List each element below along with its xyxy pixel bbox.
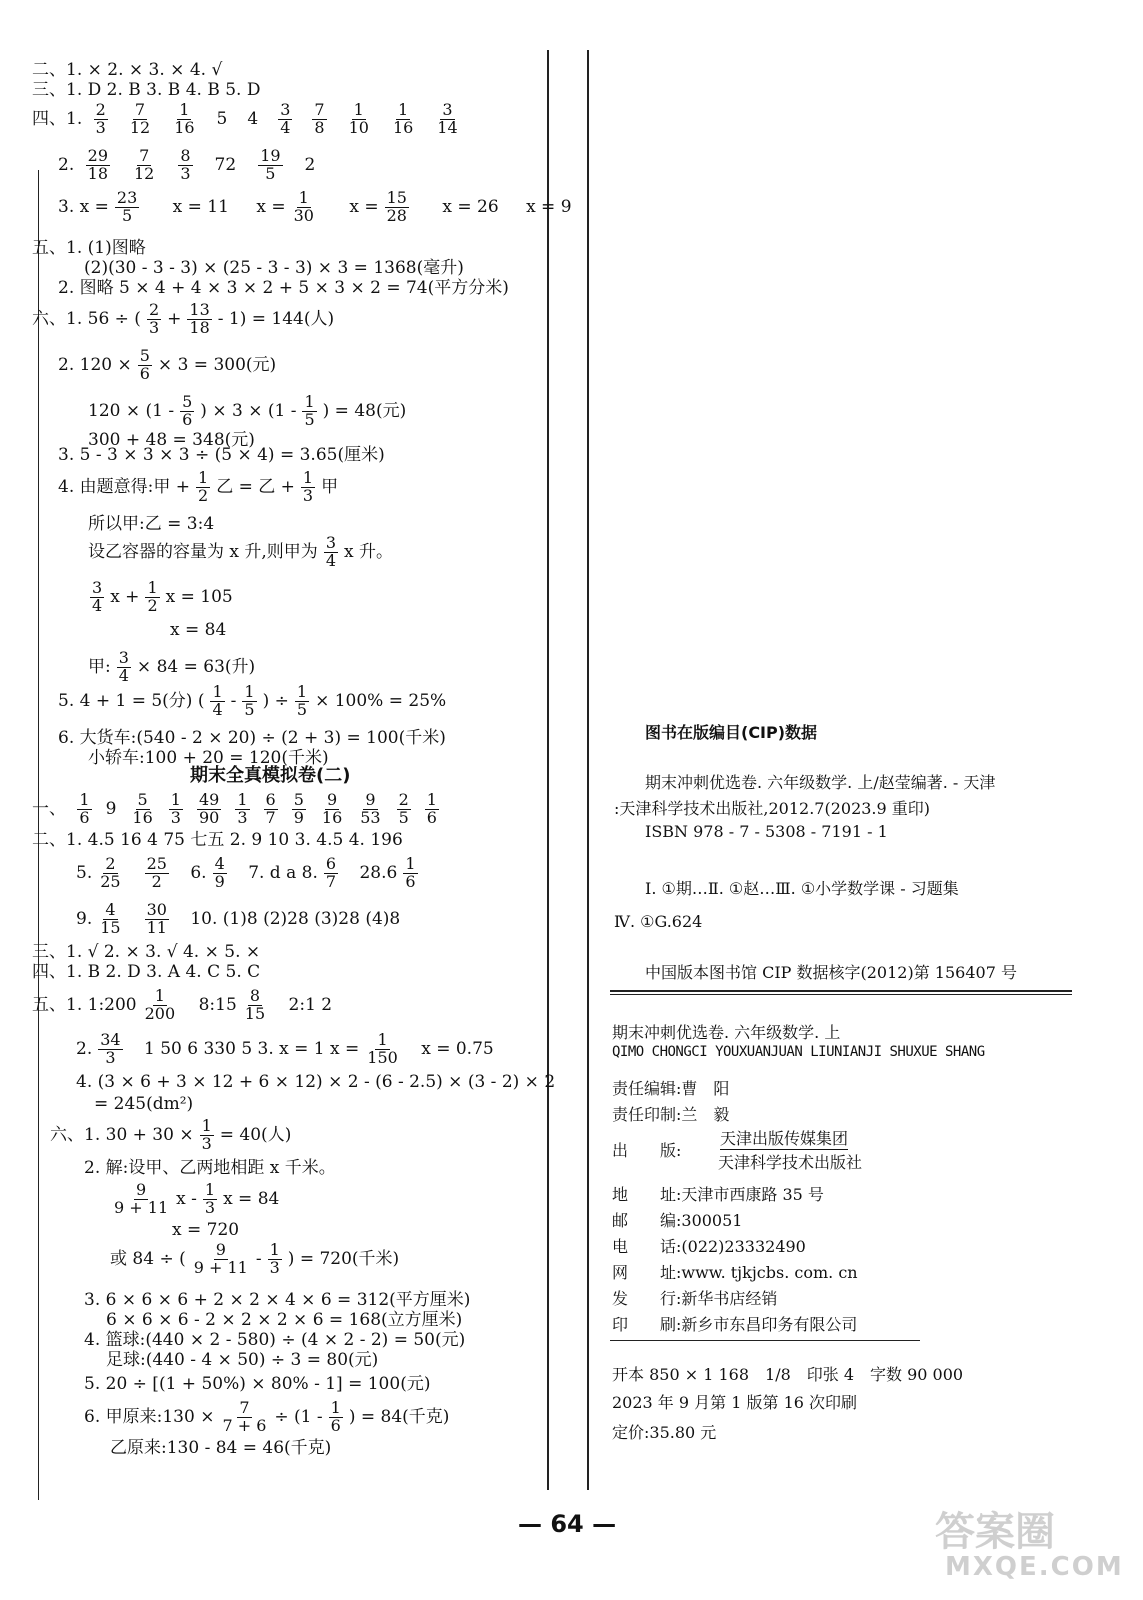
p2-answer-liu-1: 六、1. 30 + 30 × $\frac{1}{3}$ = 40(人) [50, 1116, 292, 1153]
watermark-logo: 答案圈 [935, 1509, 1055, 1555]
denominator: 6 [330, 1415, 341, 1435]
answer-liu-4a: 4. 由题意得:甲 + $\frac{1}{2}$ 乙 = 乙 + $\frac{1}{3}$ 甲 [58, 468, 339, 505]
column-divider [547, 50, 549, 1490]
denominator: 2 [151, 871, 162, 891]
fraction [324, 535, 338, 570]
website: 网 址:www. tjkjcbs. com. cn [612, 1263, 858, 1282]
column-divider-right [587, 50, 589, 1490]
denominator: 4 [212, 699, 223, 719]
numerator: 5 [137, 790, 148, 809]
section-title: 期末全真模拟卷(二) [190, 765, 351, 786]
fraction [90, 580, 104, 615]
number: 72 [214, 154, 237, 175]
denominator: 5 [304, 409, 315, 429]
divider [610, 994, 1072, 995]
denominator: 4 [325, 550, 336, 570]
denominator: 5 [121, 205, 133, 225]
numerator: 1 [147, 578, 158, 597]
denominator: 7 + 6 [222, 1415, 267, 1435]
denominator: 28 [386, 205, 407, 225]
fraction [278, 102, 292, 137]
p2-answer-er-1: 二、1. 4.5 16 4 75 七五 2. 9 10 3. 4.5 4. 196 [32, 830, 403, 850]
numerator: 1 [179, 100, 190, 119]
denominator: 16 [392, 117, 414, 137]
answer-liu-2a: 2. 120 × $\frac{5}{6}$ × 3 = 300(元) [58, 346, 277, 383]
denominator: 3 [201, 1133, 212, 1153]
fraction [425, 792, 439, 827]
numerator: 19 [260, 146, 281, 165]
cip-line: 期末冲刺优选卷. 六年级数学. 上/赵莹编著. - 天津 [645, 773, 996, 792]
fraction [196, 470, 210, 505]
denominator: 4 [280, 117, 291, 137]
cip-isbn: ISBN 978 - 7 - 5308 - 7191 - 1 [645, 822, 888, 841]
editor: 责任编辑:曹 阳 [612, 1079, 730, 1098]
fraction [295, 684, 309, 719]
fraction [292, 190, 316, 225]
numerator: 7 [314, 100, 325, 119]
denominator: 16 [174, 117, 195, 137]
number: 9 [105, 798, 117, 819]
fraction [192, 1242, 250, 1277]
answer-wu-1b: (2)(30 - 3 - 3) × (25 - 3 - 3) × 3 = 1368(毫升) [84, 258, 464, 278]
denominator: 3 [105, 1047, 116, 1067]
numerator: 1 [353, 100, 364, 119]
fraction [220, 1400, 268, 1435]
number: 5 [216, 108, 228, 129]
denominator: 7 [325, 871, 337, 891]
fraction [145, 580, 159, 615]
denominator: 4 [92, 595, 103, 615]
fraction [210, 684, 224, 719]
fraction [132, 148, 156, 183]
fraction [187, 302, 211, 337]
printer-responsible: 责任印制:兰 毅 [612, 1105, 730, 1124]
p2-answer-liu-6b: 乙原来:130 - 84 = 46(千克) [110, 1438, 332, 1458]
numerator: 25 [146, 854, 167, 873]
numerator: 4 [214, 854, 225, 873]
denominator: 3 [148, 317, 160, 337]
numerator: 1 [405, 854, 416, 873]
telephone: 电 话:(022)23332490 [612, 1237, 806, 1256]
denominator: 53 [360, 807, 381, 827]
answer-wu-2: 2. 图略 5 × 4 + 4 × 3 × 2 + 5 × 3 × 2 = 74(平方分米) [58, 278, 509, 298]
numerator: 2 [105, 854, 116, 873]
fraction [94, 102, 108, 137]
fraction [264, 792, 278, 827]
numerator: 5 [139, 346, 150, 365]
numerator: 1 [79, 790, 90, 809]
fraction [242, 684, 256, 719]
distribution: 发 行:新华书店经销 [612, 1289, 778, 1308]
numerator: 3 [118, 648, 129, 667]
denominator: 9 [214, 871, 225, 891]
answer-liu-6a: 6. 大货车:(540 - 2 × 20) ÷ (2 + 3) = 100(千米) [58, 728, 446, 748]
numerator: 13 [189, 300, 210, 319]
numerator: 1 [330, 1398, 341, 1417]
answer-si-1: 四、1. $\frac{2}{3}$ $\frac{7}{12}$ $\frac{1}{16}$ 5 4 $\frac{3}{4}$ $\frac{7}{8}$ $\frac{1}{10}$ $\frac{1}{16}$ $\frac{3}{14}$ [32, 102, 474, 137]
numerator: 1 [269, 1240, 280, 1259]
numerator: 1 [198, 468, 209, 487]
numerator: 5 [182, 392, 193, 411]
answer-er: 二、1. × 2. × 3. × 4. √ [32, 60, 223, 80]
fraction [391, 102, 415, 137]
fraction [145, 902, 169, 937]
answer-san: 三、1. D 2. B 3. B 4. B 5. D [32, 80, 261, 100]
numerator: 3 [442, 100, 453, 119]
p2-answer-wu-4a: 4. (3 × 6 + 3 × 12 + 6 × 12) × 2 - (6 - 2.5) × (3 - 2) × 2 [76, 1072, 556, 1092]
numerator: 9 [365, 790, 376, 809]
fraction [203, 1182, 217, 1217]
denominator: 14 [437, 117, 458, 137]
denominator: 15 [100, 917, 121, 937]
fraction [365, 1032, 400, 1067]
fraction [169, 792, 183, 827]
denominator: 6 [426, 807, 437, 827]
p2-answer-liu-3b: 6 × 6 × 6 - 2 × 2 × 2 × 6 = 168(立方厘米) [106, 1310, 463, 1330]
denominator: 5 [296, 699, 308, 719]
numerator: 4 [105, 900, 116, 919]
numerator: 1 [204, 1180, 216, 1199]
numerator: 8 [180, 146, 191, 165]
fraction [435, 102, 459, 137]
numerator: 29 [87, 146, 108, 165]
divider [610, 990, 1072, 992]
numerator: 8 [249, 986, 261, 1005]
p2-answer-er-9: 9. $\frac{4}{15}$ $\frac{30}{11}$ 10. (1)8 (2)28 (3)28 (4)8 [76, 900, 401, 937]
denominator: 5 [398, 807, 409, 827]
denominator: 90 [198, 807, 220, 827]
cip-line: Ⅳ. ①G.624 [614, 912, 703, 931]
p2-answer-liu-3a: 3. 6 × 6 × 6 + 2 × 2 × 4 × 6 = 312(平方厘米) [84, 1290, 471, 1310]
numerator: 1 [304, 392, 315, 411]
cip-heading: 图书在版编目(CIP)数据 [645, 723, 818, 742]
fraction [86, 148, 110, 183]
fraction [329, 1400, 343, 1435]
denominator: 150 [367, 1047, 398, 1067]
publisher-label: 出 版: [612, 1141, 682, 1160]
numerator: 3 [280, 100, 291, 119]
p2-answer-liu-2d: 或 84 ÷ ( $\frac{9}{9 + 11}$ - $\frac{1}{3}$ ) = 720(千米) [110, 1240, 400, 1277]
numerator: 15 [386, 188, 407, 207]
denominator: 3 [95, 117, 106, 137]
p2-answer-liu-5: 5. 20 ÷ [(1 + 50%) × 80% - 1] = 100(元) [84, 1374, 431, 1394]
numerator: 2 [148, 300, 160, 319]
numerator: 49 [198, 790, 220, 809]
numerator: 9 [135, 1180, 147, 1199]
denominator: 3 [170, 807, 181, 827]
p2-answer-wu-4b: = 245(dm²) [94, 1094, 194, 1114]
fraction [180, 394, 194, 429]
fraction [112, 1182, 170, 1217]
numerator: 6 [265, 790, 276, 809]
numerator: 1 [170, 790, 181, 809]
fraction [403, 856, 417, 891]
denominator: 7 [265, 807, 276, 827]
fraction [358, 792, 382, 827]
numerator: 1 [302, 468, 314, 487]
fraction [138, 348, 152, 383]
numerator: 1 [244, 682, 255, 701]
printing: 印 刷:新乡市东昌印务有限公司 [612, 1315, 858, 1334]
denominator: 9 + 11 [193, 1257, 248, 1277]
fraction [258, 148, 282, 183]
numerator: 2 [398, 790, 409, 809]
answer-liu-4e: x = 84 [170, 620, 227, 640]
denominator: 25 [100, 871, 121, 891]
fraction [324, 856, 338, 891]
numerator: 7 [139, 146, 150, 165]
number: 4 [247, 108, 259, 129]
zip-code: 邮 编:300051 [612, 1211, 743, 1230]
p2-answer-liu-2b: $\frac{9}{9 + 11}$ x - $\frac{1}{3}$ x = 84 [114, 1180, 280, 1217]
price: 定价:35.80 元 [612, 1423, 717, 1442]
answer-liu-4c: 设乙容器的容量为 x 升,则甲为 $\frac{3}{4}$ x 升。 [88, 533, 393, 570]
numerator: 1 [296, 682, 308, 701]
numerator: 1 [237, 790, 248, 809]
fraction [98, 902, 122, 937]
cip-line: 中国版本图书馆 CIP 数据核字(2012)第 156407 号 [645, 963, 1017, 982]
watermark-url: MXQE.COM [945, 1552, 1124, 1582]
answer-liu-5: 5. 4 + 1 = 5(分) ( $\frac{1}{4}$ - $\frac{1}{5}$ ) ÷ $\frac{1}{5}$ × 100% = 25% [58, 682, 447, 719]
p2-answer-wu-2: 2. $\frac{34}{3}$ 1 50 6 330 5 3. x = 1 x = $\frac{1}{150}$ x = 0.75 [76, 1030, 494, 1067]
p2-answer-liu-4a: 4. 篮球:(440 × 2 - 580) ÷ (4 × 2 - 2) = 50(元) [84, 1330, 466, 1350]
fraction [347, 102, 371, 137]
numerator: 23 [116, 188, 138, 207]
denominator: 6 [79, 807, 90, 827]
p2-answer-wu-1: 五、1. 1:200 $\frac{1}{200}$ 8:15 $\frac{8}{15}$ 2:1 2 [32, 986, 333, 1023]
numerator: 9 [326, 790, 338, 809]
answer-wu-1a: 五、1. (1)图略 [32, 238, 146, 258]
fraction [128, 102, 152, 137]
denominator: 30 [293, 205, 314, 225]
fraction [385, 190, 409, 225]
numerator: 3 [325, 533, 336, 552]
denominator: 200 [144, 1003, 176, 1023]
p2-answer-er-5: 5. $\frac{2}{25}$ $\frac{25}{2}$ 6. $\frac{4}{9}$ 7. d a 8. $\frac{6}{7}$ 28.6 $\frac{1}{6}$ [76, 854, 416, 891]
answer-liu-4f: 甲: $\frac{3}{4}$ × 84 = 63(升) [88, 648, 256, 685]
cip-line: :天津科学技术出版社,2012.7(2023.9 重印) [614, 799, 931, 818]
fraction [397, 792, 411, 827]
denominator: 6 [139, 363, 150, 383]
denominator: 3 [237, 807, 248, 827]
numerator: 1 [377, 1030, 388, 1049]
numerator: 30 [146, 900, 167, 919]
fraction [268, 1242, 282, 1277]
denominator: 10 [348, 117, 369, 137]
divider [610, 1340, 920, 1341]
p2-answer-liu-4b: 足球:(440 - 4 × 50) ÷ 3 = 80(元) [106, 1350, 379, 1370]
p2-answer-liu-2c: x = 720 [172, 1220, 240, 1240]
denominator: 18 [87, 163, 108, 183]
book-title: 期末冲刺优选卷. 六年级数学. 上 [612, 1023, 841, 1042]
answer-liu-4d: $\frac{3}{4}$ x + $\frac{1}{2}$ x = 105 [92, 578, 233, 615]
p2-answer-liu-6: 6. 甲原来:130 × $\frac{7}{7 + 6}$ ÷ (1 - $\frac{1}{6}$ ) = 84(千克) [84, 1398, 450, 1435]
answer-liu-6b: 小轿车:100 + 20 = 120(千米) [88, 748, 329, 768]
fraction [320, 792, 344, 827]
denominator: 6 [182, 409, 193, 429]
number: 2 [304, 154, 316, 175]
p2-answer-san: 三、1. √ 2. × 3. √ 4. × 5. × [32, 942, 261, 962]
fraction [172, 102, 196, 137]
numerator: 1 [212, 682, 223, 701]
denominator: 6 [405, 871, 416, 891]
fraction [98, 1032, 122, 1067]
fraction [77, 792, 91, 827]
numerator: 5 [293, 790, 304, 809]
fraction [200, 1118, 214, 1153]
p2-answer-si: 四、1. B 2. D 3. A 4. C 5. C [32, 962, 261, 982]
fraction [302, 394, 316, 429]
publisher-2: 天津科学技术出版社 [718, 1153, 863, 1172]
denominator: 5 [244, 699, 255, 719]
answer-liu-3: 3. 5 - 3 × 3 × 3 ÷ (5 × 4) = 3.65(厘米) [58, 445, 385, 465]
numerator: 1 [398, 100, 409, 119]
denominator: 5 [265, 163, 276, 183]
answer-liu-1: 六、1. 56 ÷ ( $\frac{2}{3}$ + $\frac{13}{18}$ - 1) = 144(人) [32, 300, 335, 337]
denominator: 3 [302, 485, 314, 505]
publisher-1: 天津出版传媒集团 [720, 1126, 848, 1150]
denominator: 3 [269, 1257, 280, 1277]
denominator: 3 [180, 163, 191, 183]
denominator: 3 [204, 1197, 216, 1217]
fraction [292, 792, 306, 827]
denominator: 15 [244, 1003, 266, 1023]
denominator: 18 [189, 317, 210, 337]
denominator: 2 [147, 595, 158, 615]
numerator: 2 [95, 100, 106, 119]
fraction [178, 148, 192, 183]
numerator: 1 [154, 986, 165, 1005]
numerator: 6 [325, 854, 337, 873]
answer-si-2: 2. $\frac{29}{18}$ $\frac{7}{12}$ $\frac{8}{3}$ 72 $\frac{19}{5}$ 2 [58, 148, 331, 183]
numerator: 1 [201, 1116, 212, 1135]
denominator: 16 [132, 807, 153, 827]
denominator: 16 [321, 807, 343, 827]
numerator: 7 [239, 1398, 250, 1417]
denominator: 2 [198, 485, 209, 505]
fraction [235, 792, 249, 827]
numerator: 7 [134, 100, 146, 119]
p2-answer-liu-2a: 2. 解:设甲、乙两地相距 x 千米。 [84, 1158, 336, 1178]
denominator: 9 [293, 807, 304, 827]
numerator: 34 [100, 1030, 121, 1049]
page-number: — 64 — [518, 1510, 617, 1538]
denominator: 12 [134, 163, 155, 183]
fraction [147, 302, 161, 337]
fraction [145, 856, 169, 891]
fraction [130, 792, 154, 827]
denominator: 8 [314, 117, 325, 137]
cip-line: Ⅰ. ①期…Ⅱ. ①赵…Ⅲ. ①小学数学课 - 习题集 [645, 879, 959, 898]
book-pinyin: QIMO CHONGCI YOUXUANJUAN LIUNIANJI SHUXUE SHANG [612, 1044, 985, 1060]
p2-answer-yi: 一、 $\frac{1}{6}$ 9 $\frac{5}{16}$ $\frac{1}{3}$ $\frac{49}{90}$ $\frac{1}{3}$ $\frac{6}{7}$ $\frac{5}{9}$ $\frac{9}{16}$ $\frac{9}{53}$ $\frac{2}{5}$ $\frac{1}{6}$ [32, 792, 447, 827]
answer-liu-2b: 120 × (1 - $\frac{5}{6}$ ) × 3 × (1 - $\frac{1}{5}$ ) = 48(元) [88, 392, 407, 429]
denominator: 12 [129, 117, 151, 137]
denominator: 11 [146, 917, 167, 937]
fraction [98, 856, 122, 891]
fraction [115, 190, 139, 225]
address: 地 址:天津市西康路 35 号 [612, 1185, 824, 1204]
numerator: 9 [215, 1240, 226, 1259]
answer-liu-4b: 所以甲:乙 = 3:4 [88, 514, 215, 534]
numerator: 3 [92, 578, 103, 597]
answer-si-3: 3. x = $\frac{23}{5}$ x = 11 x = $\frac{1}{30}$ x = $\frac{15}{28}$ x = 26 x = 9 [58, 188, 572, 225]
answer-liu-2c: 300 + 48 = 348(元) [88, 430, 255, 450]
fraction [143, 988, 178, 1023]
fraction [312, 102, 326, 137]
format-info: 开本 850 × 1 168 1/8 印张 4 字数 90 000 [612, 1365, 964, 1384]
edition-info: 2023 年 9 月第 1 版第 16 次印刷 [612, 1393, 858, 1412]
numerator: 1 [426, 790, 437, 809]
numerator: 1 [298, 188, 309, 207]
fraction [197, 792, 221, 827]
fraction [213, 856, 227, 891]
fraction [301, 470, 315, 505]
denominator: 4 [118, 665, 129, 685]
fraction [243, 988, 267, 1023]
fraction [117, 650, 131, 685]
denominator: 9 + 11 [114, 1197, 169, 1217]
